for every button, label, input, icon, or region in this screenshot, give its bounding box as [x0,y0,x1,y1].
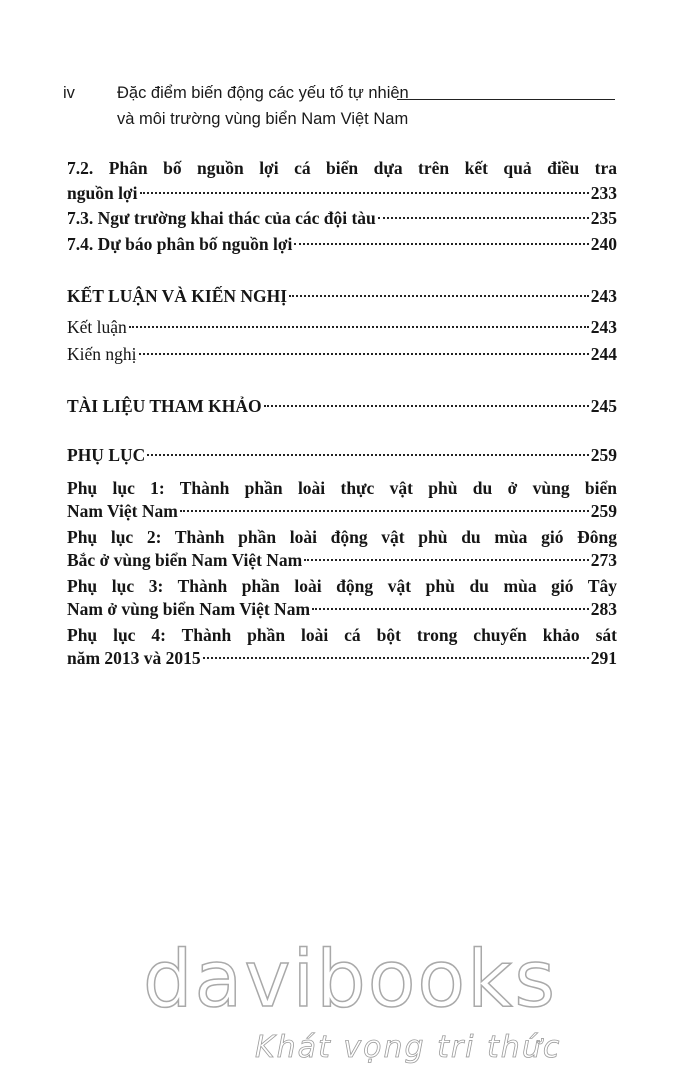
leader-dots [294,243,588,245]
toc-entry-ket-luan-kien-nghi: KẾT LUẬN VÀ KIẾN NGHỊ 243 [67,283,617,309]
page-number: iv [63,84,75,102]
toc-entry-phu-luc: PHỤ LỤC 259 [67,442,617,468]
toc-entry-tai-lieu-tham-khao: TÀI LIỆU THAM KHẢO 245 [67,393,617,419]
toc-entry-kien-nghi: Kiến nghị 244 [67,341,617,367]
watermark-brand: davibooks [143,935,557,1025]
leader-dots [264,405,589,407]
toc-entry-7-4: 7.4. Dự báo phân bố nguồn lợi 240 [67,231,617,257]
watermark-slogan: Khát vọng tri thức [255,1030,562,1065]
toc-entry-phu-luc-4-line1: Phụ lục 4: Thành phần loài cá bột trong chuyến khảo sát [67,625,617,645]
leader-dots [378,217,589,219]
toc-entry-phu-luc-2: Bắc ở vùng biển Nam Việt Nam 273 [67,547,617,573]
toc-entry-phu-luc-3: Nam ở vùng biển Nam Việt Nam 283 [67,596,617,622]
leader-dots [147,454,588,456]
toc-entry-phu-luc-1-line1: Phụ lục 1: Thành phần loài thực vật phù du ở vùng biển [67,478,617,498]
toc-entry-ket-luan: Kết luận 243 [67,314,617,340]
leader-dots [140,192,589,194]
toc-page: 245 [590,396,617,416]
toc-entry-phu-luc-4: năm 2013 và 2015 291 [67,645,617,671]
toc-page: 243 [590,286,617,306]
toc-page: 240 [590,234,617,254]
toc-entry-phu-luc-2-line1: Phụ lục 2: Thành phần loài động vật phù du mùa gió Đông [67,527,617,547]
toc-page: 233 [590,183,617,203]
header-title-line1: Đặc điểm biến động các yếu tố tự nhiên [117,84,409,102]
toc-page: 244 [590,344,617,364]
toc-entry-phu-luc-3-line1: Phụ lục 3: Thành phần loài động vật phù du mùa gió Tây [67,576,617,596]
leader-dots [304,559,588,561]
header-title-line2: và môi trường vùng biển Nam Việt Nam [117,110,409,128]
toc-page: 243 [590,317,617,337]
leader-dots [289,295,589,297]
toc-page: 235 [590,208,617,228]
leader-dots [312,608,589,610]
toc-entry-phu-luc-1: Nam Việt Nam 259 [67,498,617,524]
header-rule [397,99,615,100]
toc-page: 259 [590,445,617,465]
toc-entry-7-3: 7.3. Ngư trường khai thác của các đội tàu 235 [67,205,617,231]
toc-page: 283 [590,599,617,619]
leader-dots [203,657,589,659]
toc-page: 273 [590,550,617,570]
leader-dots [180,510,589,512]
toc-page: 259 [590,501,617,521]
leader-dots [129,326,589,328]
toc-entry-7-2: nguồn lợi 233 [67,180,617,206]
toc-page: 291 [590,648,617,668]
leader-dots [139,353,589,355]
toc-entry-7-2-line1: 7.2. Phân bố nguồn lợi cá biển dựa trên kết quả điều tra [67,158,617,178]
